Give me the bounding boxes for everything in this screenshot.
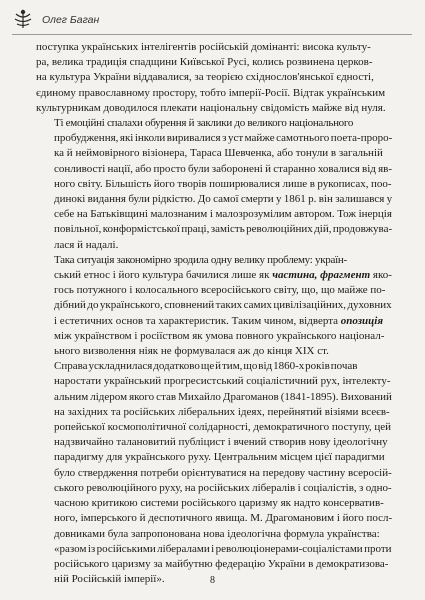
text-line: довниками була запропонована нова ідеологічна формула українства: <box>54 527 380 540</box>
text-line: ра, велика традиція спадщини Київської Русі, колись розвинена церков- <box>36 56 373 69</box>
text-line: ного світу. Більшість його творів поширювалися лише в рукописах, поо- <box>54 177 392 190</box>
emphasis-text: опозиція <box>340 314 384 327</box>
page-header <box>12 6 407 36</box>
text-line: лася й надалі. <box>54 238 119 251</box>
text-line: дібний до українського, сповнений таких самих цивілізаційних, духовних <box>54 299 392 312</box>
text-line: сонливості нації, або просто були заборонені й старанно ховалися від яв- <box>54 162 393 175</box>
text-line: ка й неймовірного візіонера, Тараса Шевченка, або тонули в загальній <box>54 147 383 160</box>
text-line: Справа ускладнилася додатково ще й тим, що від 1860-х років почав <box>54 360 358 373</box>
emphasis-text: частина, фрагмент <box>272 269 371 282</box>
text-line: на культура України віддавалися, за теорією східнослов'янської єдності, <box>36 71 374 84</box>
paragraph <box>36 253 392 359</box>
text-line: ній Російській імперії». <box>54 573 165 586</box>
text-line: російського царизму за майбутню федерацію України в демократизова- <box>54 557 389 570</box>
text-line: гось потужного і колосального всеросійського світу, що, що майже по- <box>54 284 386 297</box>
paragraph <box>36 359 392 587</box>
text-line: Ті емоційні спалахи обурення й заклики до великого національного <box>54 117 354 130</box>
text-line: парадигму для українського руху. Центральним місцем цієї парадигми <box>54 451 385 464</box>
text-line: на західних та російських ліберальних ідеях, перейнятий візіями всеєв- <box>54 405 390 418</box>
text-line: ський етнос і його культура бачилися лише як частина, фрагмент яко- <box>54 269 392 282</box>
publisher-emblem-icon <box>12 8 34 30</box>
text-line: ного, імперського й деспотичного явища. М. Драгомановим і його посл- <box>54 512 393 525</box>
running-header-author: Олег Баган <box>42 14 100 26</box>
text-line: пробудження, які інколи виривалися з уст майже самотнього поета-проро- <box>54 132 393 145</box>
text-line: альним лідером якого став Михайло Драгоманов (1841-1895). Вихований <box>54 390 392 403</box>
text-line: себе на Батьківщині малознаним і малозрозумілим автором. Тож інерція <box>54 208 392 221</box>
paragraph <box>36 116 392 253</box>
text-line: поступка українських інтелігентів російській домінанті: висока культу- <box>36 41 371 53</box>
text-line: і естетичних основ та характеристик. Таким чином, відверта опозиція <box>54 314 384 327</box>
text-line: часною критикою системи російського царизму як надто консерватив- <box>54 497 384 510</box>
text-line: ьного визволення ніяк не формувалася аж до кінця XIX ст. <box>54 345 329 358</box>
text-line: культурникам доводилося плекати національну свідомість майже від нуля. <box>36 101 386 114</box>
body-text <box>36 40 392 587</box>
text-line: Така ситуація закономірно зродила одну велику проблему: україн- <box>54 253 347 266</box>
text-line: динокі видання були рідкістю. До самої смерти у 1861 р. він залишався у <box>54 193 393 206</box>
text-line: між українством і росіїством як умова повного українського націонал- <box>54 329 385 342</box>
text-line: єдиному православному простору, тобто імперії-Росії. Відтак українським <box>36 86 386 99</box>
text-line: «разом із російськими лібералами і революціонерами-соціалістами проти <box>54 542 392 555</box>
paragraph <box>36 40 392 116</box>
text-line: наростати український прогресистський соціалістичний рух, інтелекту- <box>54 375 391 388</box>
text-line: ропейської космополітичної солідарності, демократичного поступу, цей <box>54 421 392 434</box>
text-line: ського революційного руху, на російських лібералів і соціалістів, з одно- <box>54 481 392 494</box>
text-line: було ствердження потреби орієнтуватися на передову частину всеросій- <box>54 466 392 479</box>
text-line: повільної, конформістської праці, замість революційних дій, продовжува- <box>54 223 393 236</box>
header-divider <box>12 34 412 35</box>
text-line: надзвичайно талановитий публіцист і вчений створив нову ідеологічну <box>54 436 388 449</box>
page-number: 8 <box>210 575 215 586</box>
